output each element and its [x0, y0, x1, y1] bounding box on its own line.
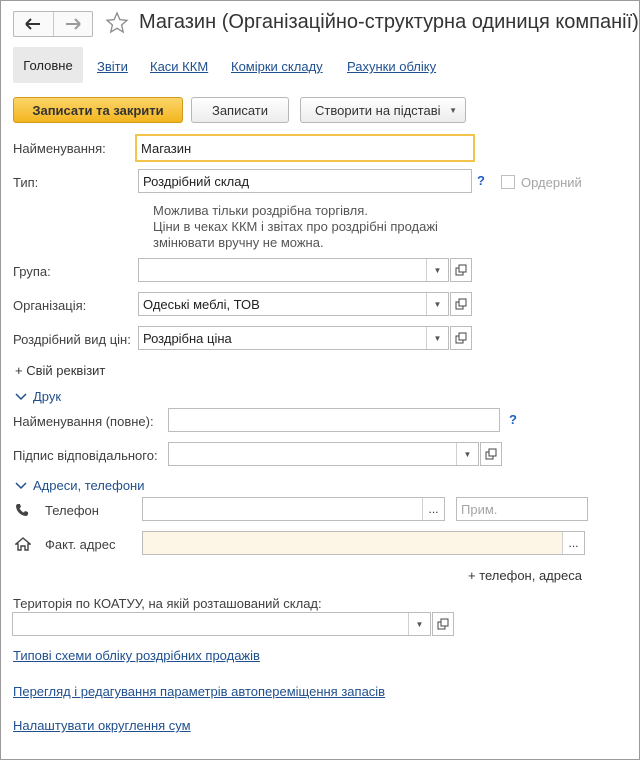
phone-select-button[interactable]: ... — [422, 498, 444, 520]
signer-label: Підпис відповідального: — [13, 448, 158, 463]
phone-note-input[interactable] — [456, 497, 588, 521]
page-title: Магазин (Організаційно-структурна одиниця компанії) — [139, 11, 639, 33]
tab-accounts[interactable]: Рахунки обліку — [347, 59, 437, 74]
add-contact-button[interactable]: + телефон, адреса — [468, 568, 582, 583]
price-type-open-button[interactable] — [450, 326, 472, 350]
save-button[interactable]: Записати — [191, 97, 289, 123]
create-based-on-label: Створити на підставі — [315, 102, 441, 118]
territory-input[interactable] — [12, 612, 431, 636]
open-form-icon — [485, 448, 497, 460]
organization-input[interactable] — [138, 292, 449, 316]
open-form-icon — [455, 264, 467, 276]
retail-schemes-link[interactable]: Типові схеми обліку роздрібних продажів — [13, 648, 260, 663]
name-value: Магазин — [141, 140, 192, 156]
tab-storage-cells[interactable]: Комірки складу — [231, 59, 323, 74]
forward-button[interactable] — [53, 12, 93, 36]
order-label: Ордерний — [521, 175, 582, 190]
name-input[interactable] — [135, 134, 475, 162]
group-input[interactable] — [138, 258, 449, 282]
chevron-down-icon — [15, 393, 27, 401]
phone-label: Телефон — [45, 503, 99, 518]
signer-dropdown-icon[interactable]: ▼ — [456, 443, 478, 465]
address-select-button[interactable]: ... — [562, 532, 584, 554]
order-checkbox[interactable] — [501, 175, 515, 189]
tab-main[interactable]: Головне — [13, 47, 83, 83]
nav-buttons — [13, 11, 93, 37]
territory-open-button[interactable] — [432, 612, 454, 636]
type-hint: Можлива тільки роздрібна торгівля. Ціни в чеках ККМ і звітах про роздрібні продажі змінювати вручну не можна. — [153, 203, 438, 250]
organization-label: Організація: — [13, 298, 87, 313]
full-name-label: Найменування (повне): — [13, 414, 154, 429]
arrow-left-icon — [25, 18, 41, 30]
organization-value: Одеські меблі, ТОВ — [143, 296, 260, 312]
arrow-right-icon — [65, 18, 81, 30]
tab-reports[interactable]: Звіти — [97, 59, 128, 74]
price-type-label: Роздрібний вид цін: — [13, 332, 131, 347]
contacts-section-title: Адреси, телефони — [33, 478, 145, 493]
organization-open-button[interactable] — [450, 292, 472, 316]
group-label: Група: — [13, 264, 51, 279]
phone-input[interactable] — [142, 497, 445, 521]
group-dropdown-icon[interactable]: ▼ — [426, 259, 448, 281]
price-type-dropdown-icon[interactable]: ▼ — [426, 327, 448, 349]
territory-label: Територія по КОАТУУ, на якій розташований склад: — [13, 596, 322, 611]
signer-open-button[interactable] — [480, 442, 502, 466]
open-form-icon — [455, 332, 467, 344]
full-name-input[interactable] — [168, 408, 500, 432]
open-form-icon — [455, 298, 467, 310]
favorite-star-icon[interactable] — [105, 11, 129, 35]
chevron-down-icon — [15, 482, 27, 490]
print-section-header[interactable] — [15, 389, 61, 404]
tab-cash-registers[interactable]: Каси ККМ — [150, 59, 209, 74]
contacts-section-header[interactable] — [15, 478, 145, 493]
phone-icon — [15, 503, 29, 520]
group-open-button[interactable] — [450, 258, 472, 282]
create-based-on-button[interactable] — [300, 97, 466, 123]
signer-input[interactable] — [168, 442, 479, 466]
organization-dropdown-icon[interactable]: ▼ — [426, 293, 448, 315]
price-type-value: Роздрібна ціна — [143, 330, 232, 346]
type-label: Тип: — [13, 175, 39, 190]
address-input[interactable] — [142, 531, 585, 555]
home-icon — [15, 537, 31, 554]
type-input[interactable] — [138, 169, 472, 193]
phone-note-placeholder: Прим. — [461, 501, 498, 517]
save-and-close-button[interactable]: Записати та закрити — [13, 97, 183, 123]
type-value: Роздрібний склад — [143, 173, 250, 189]
back-button[interactable] — [14, 12, 53, 36]
price-type-input[interactable] — [138, 326, 449, 350]
name-label: Найменування: — [13, 141, 106, 156]
address-label: Факт. адрес — [45, 537, 116, 552]
territory-dropdown-icon[interactable]: ▼ — [408, 613, 430, 635]
autotransfer-params-link[interactable]: Перегляд і редагування параметрів автопереміщення запасів — [13, 684, 386, 699]
open-form-icon — [437, 618, 449, 630]
type-help-icon[interactable]: ? — [477, 173, 485, 188]
print-section-title: Друк — [33, 389, 62, 404]
full-name-help-icon[interactable]: ? — [509, 412, 517, 427]
chevron-down-icon: ▼ — [449, 106, 457, 115]
add-custom-attribute-button[interactable]: + Свій реквізит — [15, 363, 106, 378]
rounding-settings-link[interactable]: Налаштувати округлення сум — [13, 718, 191, 733]
